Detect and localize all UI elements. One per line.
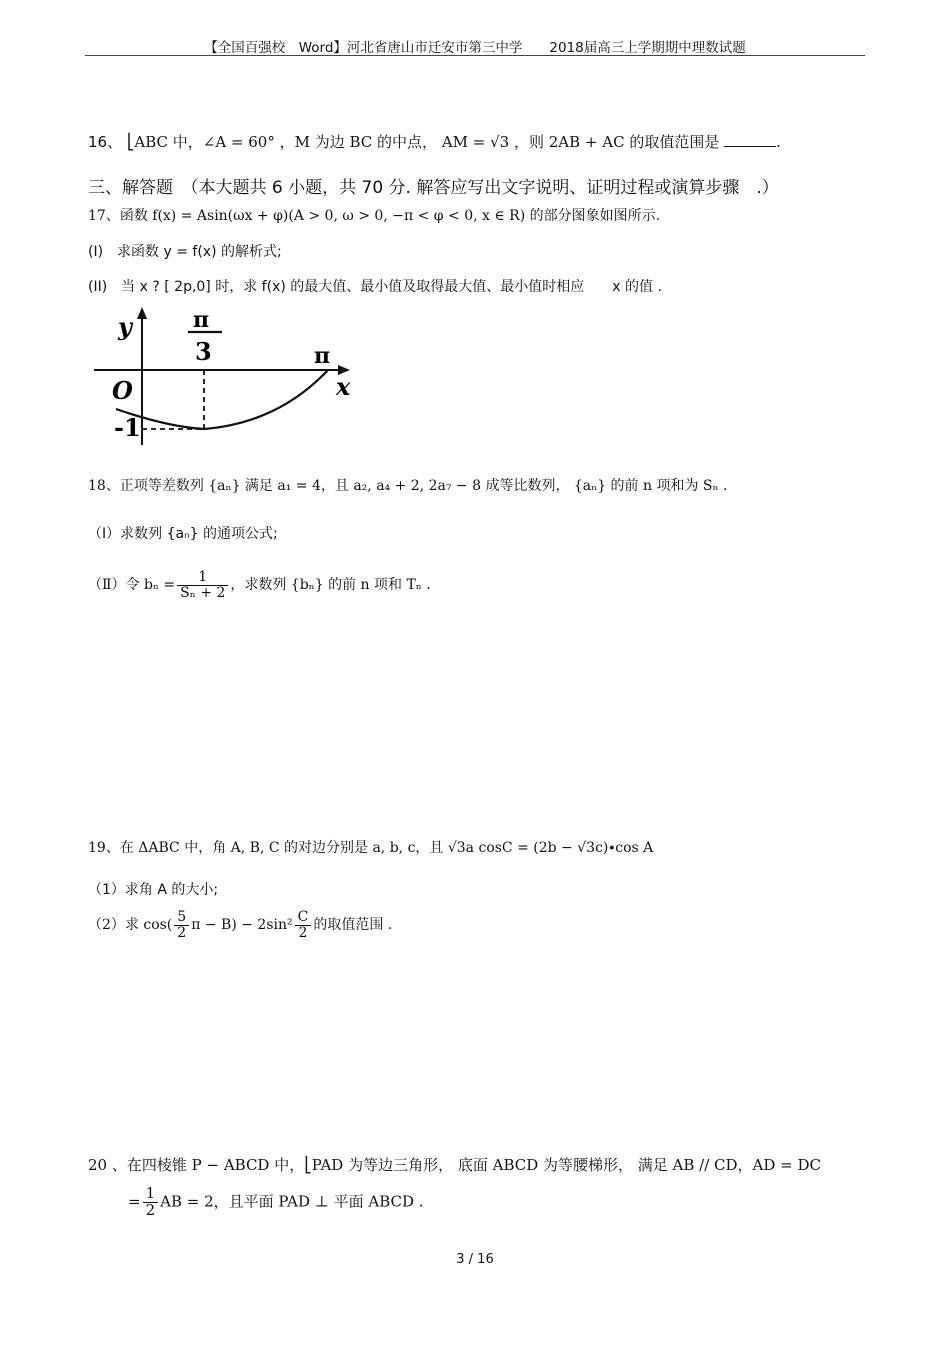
- q19-frac1-denominator: 2: [177, 924, 187, 941]
- y-axis-arrow: [137, 307, 147, 319]
- q20-line2-post: AB = 2，且平面 PAD ⊥ 平面 ABCD .: [160, 1192, 424, 1211]
- question-19-stem: 19、在 ΔABC 中，角 A, B, C 的对边分别是 a, b, c，且 √3a cosC = (2b − √3c)∙cos A: [88, 840, 654, 856]
- q19-frac2-denominator: 2: [298, 924, 308, 941]
- neg-one-label: -1: [114, 413, 141, 442]
- pi-label: π: [314, 343, 331, 369]
- x-axis-label: x: [336, 372, 351, 401]
- q19-fraction-5-2: [174, 910, 189, 940]
- q19-fraction-c-2: [295, 910, 312, 940]
- q19-part2-post: 的取值范围 .: [313, 917, 393, 934]
- question-17-part-2: (II) 当 x ? [ 2p,0] 时，求 f(x) 的最大值、最小值及取得最大值、最小值时相应 x 的值 .: [88, 279, 662, 295]
- pi-over-3-denominator: 3: [195, 337, 212, 366]
- question-20-line-1: 20 、在四棱锥 P − ABCD 中，⎣PAD 为等边三角形， 底面 ABCD 为等腰梯形， 满足 AB // CD，AD = DC: [88, 1156, 822, 1174]
- q18-fraction-denominator: Sₙ + 2: [180, 584, 226, 601]
- q20-line2-pre: =: [128, 1192, 141, 1211]
- sine-curve: [116, 370, 328, 429]
- q19-part2-pre: （2）求 cos(: [88, 917, 173, 934]
- q16-end: .: [776, 133, 781, 151]
- q19-part2-mid: π − B) − 2sin²: [191, 917, 293, 934]
- q16-number: 16、: [88, 133, 123, 151]
- question-19-part-2: [88, 910, 392, 940]
- q20-fraction-denominator: 2: [145, 1200, 156, 1219]
- page-number: 3 / 16: [456, 1252, 494, 1267]
- question-16: [88, 131, 781, 152]
- q20-fraction: [143, 1186, 159, 1219]
- question-18-part-1: （Ⅰ）求数列 {aₙ} 的通项公式;: [88, 526, 278, 542]
- function-graph: [88, 305, 368, 450]
- origin-label: O: [112, 376, 133, 405]
- q19-frac2-numerator: C: [295, 910, 312, 926]
- q20-fraction-numerator: 1: [143, 1186, 159, 1203]
- y-axis-label: y: [118, 312, 132, 341]
- q16-text: ⎣ABC 中，∠A = 60° ，M 为边 BC 的中点， AM = √3 ，则 2AB + AC 的取值范围是: [126, 133, 720, 151]
- q18-part2-pre: （Ⅱ）令 bₙ =: [88, 577, 176, 594]
- question-19-part-1: （1）求角 A 的大小;: [88, 882, 219, 898]
- pi-over-3-numerator: π: [193, 307, 210, 333]
- question-18-part-2: [88, 570, 431, 600]
- page-header: 【全国百强校 Word】河北省唐山市迁安市第三中学 2018届高三上学期期中理数试题: [204, 40, 746, 56]
- q18-fraction: [177, 570, 228, 600]
- section-3-heading: 三、解答题 （本大题共 6 小题，共 70 分. 解答应写出文字说明、证明过程或演算步骤 .）: [88, 178, 779, 198]
- question-20-line-2: [128, 1186, 424, 1219]
- q18-fraction-numerator: 1: [177, 570, 228, 586]
- question-18-stem: 18、正项等差数列 {aₙ} 满足 a₁ = 4，且 a₂, a₄ + 2, 2a₇ − 8 成等比数列， {aₙ} 的前 n 项和为 Sₙ .: [88, 478, 728, 494]
- q19-frac1-numerator: 5: [174, 910, 189, 926]
- q18-part2-post: ，求数列 {bₙ} 的前 n 项和 Tₙ .: [230, 577, 431, 594]
- answer-blank: [724, 134, 776, 147]
- question-17-stem: 17、函数 f(x) = Asin(ωx + φ)(A > 0, ω > 0, −π < φ < 0, x ∈ R) 的部分图象如图所示.: [88, 208, 661, 224]
- question-17-part-1: (I) 求函数 y = f(x) 的解析式;: [88, 244, 282, 260]
- header-rule: [85, 55, 865, 56]
